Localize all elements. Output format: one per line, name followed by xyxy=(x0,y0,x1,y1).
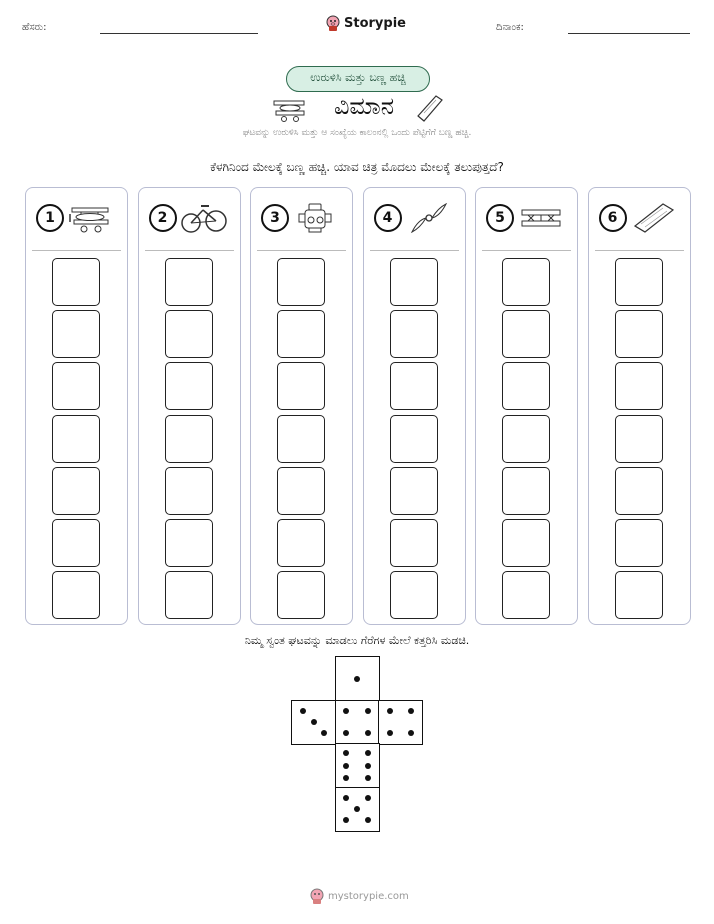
color-box[interactable] xyxy=(52,415,100,463)
footer-site[interactable]: mystorypie.com xyxy=(328,890,409,902)
color-box[interactable] xyxy=(52,310,100,358)
die-pip xyxy=(387,730,393,736)
biplane-title-icon xyxy=(270,95,310,123)
column-number: 2 xyxy=(149,204,177,232)
color-box[interactable] xyxy=(277,519,325,567)
color-box[interactable] xyxy=(165,362,213,410)
die-pip xyxy=(343,730,349,736)
die-pip xyxy=(408,708,414,714)
page-title: ವಿಮಾನ xyxy=(333,92,395,120)
name-label: ಹೆಸರು: xyxy=(22,22,47,33)
color-box[interactable] xyxy=(390,415,438,463)
color-box[interactable] xyxy=(52,258,100,306)
die-pip xyxy=(343,750,349,756)
color-box[interactable] xyxy=(390,571,438,619)
color-box[interactable] xyxy=(390,519,438,567)
die-pip xyxy=(343,775,349,781)
race-column-3 xyxy=(250,187,353,625)
color-box[interactable] xyxy=(277,571,325,619)
color-box[interactable] xyxy=(615,519,663,567)
column-divider xyxy=(595,250,684,251)
column-header xyxy=(251,202,352,236)
color-box[interactable] xyxy=(165,258,213,306)
die-pip xyxy=(365,708,371,714)
race-column-4 xyxy=(363,187,466,625)
die-pip xyxy=(343,763,349,769)
color-box[interactable] xyxy=(615,415,663,463)
color-box[interactable] xyxy=(615,258,663,306)
race-column-2 xyxy=(138,187,241,625)
die-face-6 xyxy=(335,743,380,788)
color-box[interactable] xyxy=(390,467,438,515)
pig-mascot-icon xyxy=(326,15,340,31)
color-box[interactable] xyxy=(502,467,550,515)
column-divider xyxy=(370,250,459,251)
color-box[interactable] xyxy=(502,571,550,619)
column-divider xyxy=(32,250,121,251)
brand-logo xyxy=(326,15,406,31)
die-face-4 xyxy=(378,700,423,745)
die-face-5 xyxy=(335,787,380,832)
die-pip xyxy=(343,708,349,714)
color-box[interactable] xyxy=(277,415,325,463)
color-box[interactable] xyxy=(52,519,100,567)
column-number: 5 xyxy=(486,204,514,232)
race-column-1 xyxy=(25,187,128,625)
die-pip xyxy=(408,730,414,736)
race-column-6 xyxy=(588,187,691,625)
color-box[interactable] xyxy=(52,571,100,619)
pig-mascot-icon xyxy=(310,888,324,904)
color-box[interactable] xyxy=(165,519,213,567)
column-header xyxy=(364,202,465,236)
color-box[interactable] xyxy=(277,258,325,306)
color-box[interactable] xyxy=(165,415,213,463)
color-box[interactable] xyxy=(502,519,550,567)
color-box[interactable] xyxy=(390,310,438,358)
die-pip xyxy=(365,750,371,756)
column-header xyxy=(476,202,577,236)
race-column-5 xyxy=(475,187,578,625)
die-pip xyxy=(365,775,371,781)
die-pip xyxy=(321,730,327,736)
color-box[interactable] xyxy=(277,467,325,515)
die-pip xyxy=(354,806,360,812)
date-line[interactable] xyxy=(568,33,690,34)
die-face-3 xyxy=(291,700,336,745)
die-pip xyxy=(365,763,371,769)
instructions-subtitle: ಘಟವನ್ನು ಉರುಳಿಸಿ ಮತ್ತು ಆ ಸಂಖ್ಯೆಯ ಕಾಲಂನಲ್ಲಿ ಒಂದು ಪೆಟ್ಟಿಗೆಗೆ ಬಣ್ಣ ಹಚ್ಚಿ. xyxy=(242,128,472,138)
activity-pill: ಉರುಳಿಸಿ ಮತ್ತು ಬಣ್ಣ ಹಚ್ಚಿ xyxy=(286,66,430,92)
die-pip xyxy=(354,676,360,682)
color-box[interactable] xyxy=(615,571,663,619)
color-box[interactable] xyxy=(390,258,438,306)
color-box[interactable] xyxy=(165,310,213,358)
color-box[interactable] xyxy=(277,310,325,358)
column-number: 1 xyxy=(36,204,64,232)
color-box[interactable] xyxy=(390,362,438,410)
brand-name: Storypie xyxy=(344,15,406,31)
column-number: 4 xyxy=(374,204,402,232)
engine-icon xyxy=(293,202,339,234)
column-number: 6 xyxy=(599,204,627,232)
color-box[interactable] xyxy=(615,362,663,410)
die-pip xyxy=(343,795,349,801)
color-box[interactable] xyxy=(502,258,550,306)
die-pip xyxy=(365,795,371,801)
column-divider xyxy=(482,250,571,251)
name-line[interactable] xyxy=(100,33,258,34)
color-box[interactable] xyxy=(502,415,550,463)
biplane-icon xyxy=(68,202,114,234)
color-box[interactable] xyxy=(52,362,100,410)
die-face-4 xyxy=(335,700,380,745)
die-pip xyxy=(365,730,371,736)
color-box[interactable] xyxy=(615,310,663,358)
color-box[interactable] xyxy=(165,467,213,515)
die-pip xyxy=(300,708,306,714)
column-header xyxy=(26,202,127,236)
die-pip xyxy=(343,817,349,823)
color-box[interactable] xyxy=(52,467,100,515)
footer xyxy=(310,888,409,904)
bicycle-icon xyxy=(181,202,227,234)
color-box[interactable] xyxy=(277,362,325,410)
column-number: 3 xyxy=(261,204,289,232)
date-label: ದಿನಾಂಕ: xyxy=(496,22,524,33)
die-instruction: ನಿಮ್ಮ ಸ್ವಂತ ಘಟವನ್ನು ಮಾಡಲು ಗೆರೆಗಳ ಮೇಲೆ ಕತ್ತರಿಸಿ ಮಡಚಿ. xyxy=(244,634,470,647)
propeller-icon xyxy=(406,202,452,234)
plank-title-icon xyxy=(416,94,444,124)
column-header xyxy=(139,202,240,236)
die-pip xyxy=(311,719,317,725)
column-header xyxy=(589,202,690,236)
column-divider xyxy=(257,250,346,251)
die-face-1 xyxy=(335,656,380,701)
color-box[interactable] xyxy=(615,467,663,515)
wooden-plank-icon xyxy=(631,202,677,234)
color-box[interactable] xyxy=(502,310,550,358)
color-box[interactable] xyxy=(165,571,213,619)
column-divider xyxy=(145,250,234,251)
race-question: ಕೆಳಗಿನಿಂದ ಮೇಲಕ್ಕೆ ಬಣ್ಣ ಹಚ್ಚಿ. ಯಾವ ಚಿತ್ರ ಮೊದಲು ಮೇಲಕ್ಕೆ ತಲುಪುತ್ತದೆ? xyxy=(210,160,504,174)
wing-icon xyxy=(518,202,564,234)
die-pip xyxy=(365,817,371,823)
die-pip xyxy=(387,708,393,714)
color-box[interactable] xyxy=(502,362,550,410)
